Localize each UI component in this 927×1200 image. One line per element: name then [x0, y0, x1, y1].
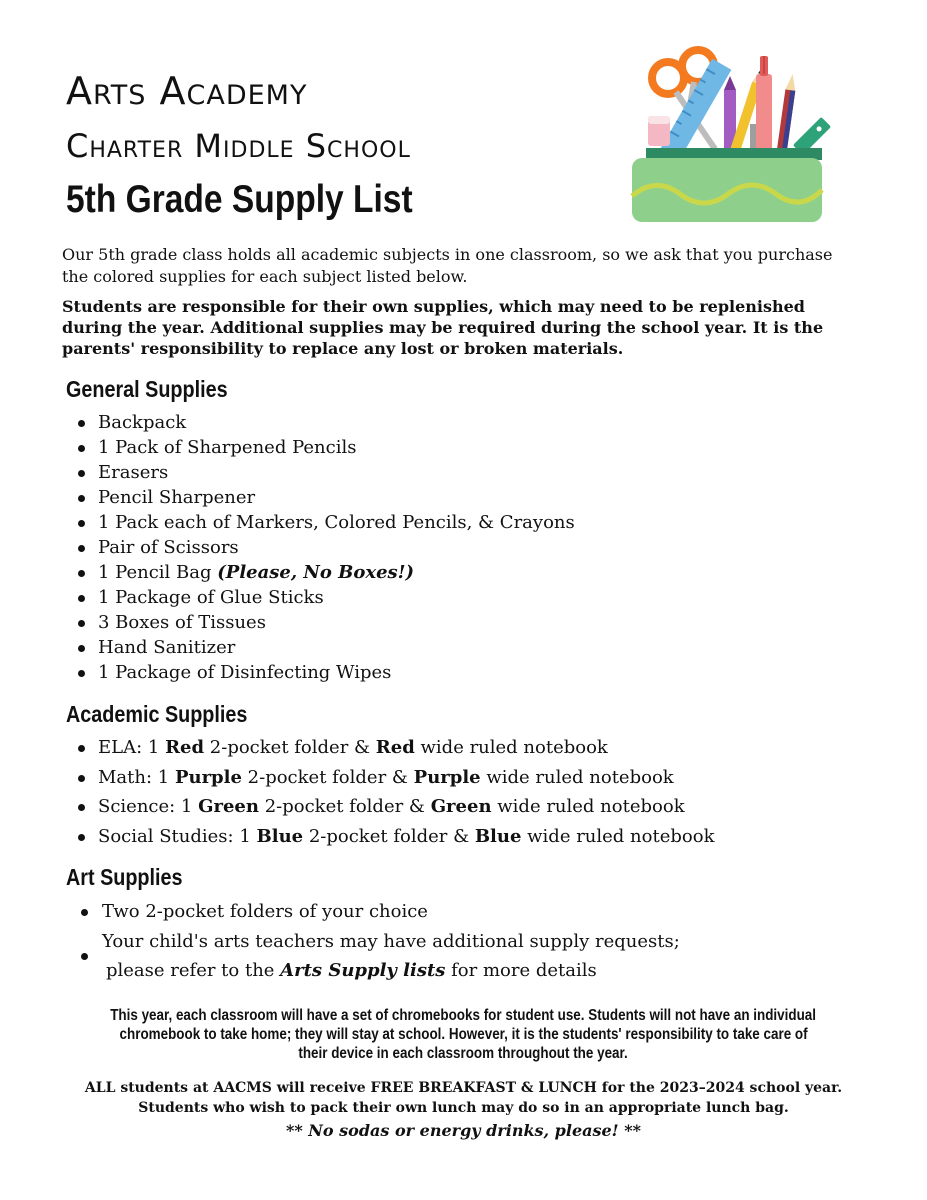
list-item: 1 Pack of Sharpened Pencils — [62, 435, 575, 460]
art-supplies-list — [62, 897, 680, 986]
list-item: Erasers — [62, 460, 575, 485]
drinks-note: ** No sodas or energy drinks, please! ** — [285, 1121, 642, 1140]
list-item: 3 Boxes of Tissues — [62, 610, 575, 635]
list-item: Two 2-pocket folders of your choice — [62, 897, 680, 927]
list-item: Math: 1 Purple 2-pocket folder & Purple wide ruled notebook — [62, 763, 714, 793]
art-supplies-heading: Art Supplies — [66, 864, 183, 890]
pink-marker-icon — [756, 56, 772, 152]
red-pencil-icon — [776, 74, 797, 155]
list-item: Your child's arts teachers may have additional supply requests; please refer to the Arts Supply lists for more details — [62, 927, 680, 986]
list-item: 1 Pencil Bag (Please, No Boxes!) — [62, 560, 575, 585]
arts-supply-lists-reference: Arts Supply lists — [280, 960, 446, 981]
list-item: Social Studies: 1 Blue 2-pocket folder & Blue wide ruled notebook — [62, 822, 714, 852]
ruler-icon — [660, 59, 732, 161]
page-title: 5th Grade Supply List — [66, 178, 413, 221]
pencil-case — [632, 148, 822, 222]
academic-supplies-list — [62, 733, 714, 852]
list-item: Pencil Sharpener — [62, 485, 575, 510]
list-item: 1 Package of Disinfecting Wipes — [62, 660, 575, 685]
list-item: ELA: 1 Red 2-pocket folder & Red wide ruled notebook — [62, 733, 714, 763]
list-item: 1 Package of Glue Sticks — [62, 585, 575, 610]
school-name: Arts Academy — [66, 69, 308, 113]
general-supplies-heading: General Supplies — [66, 376, 228, 402]
list-item: Pair of Scissors — [62, 535, 575, 560]
responsibility-paragraph: Students are responsible for their own supplies, which may need to be replenished during the year. Additional supplies may be required during the school year. It is the parents' responsibility to replace any lost or broken materials. — [62, 297, 824, 358]
list-item: Backpack — [62, 410, 575, 435]
pencil-bag-note: (Please, No Boxes!) — [217, 562, 415, 583]
chromebook-note: This year, each classroom will have a set of chromebooks for student use. Students will not have an individual chromebook to take home; they will stay at school. However, it is the students' responsibility to take care of their device in each classroom throughout the year. — [110, 1007, 817, 1062]
list-item: Science: 1 Green 2-pocket folder & Green wide ruled notebook — [62, 792, 714, 822]
general-supplies-list — [62, 410, 575, 685]
school-subtitle: Charter Middle School — [66, 127, 411, 165]
pencil-case-icon — [620, 44, 840, 229]
academic-supplies-heading: Academic Supplies — [66, 701, 248, 727]
lunch-note: ALL students at AACMS will receive FREE BREAKFAST & LUNCH for the 2023–2024 school year. Students who wish to pack their own lunch may do so in an appropriate lunch bag. — [84, 1080, 843, 1116]
intro-paragraph: Our 5th grade class holds all academic subjects in one classroom, so we ask that you purchase the colored supplies for each subject listed below. — [62, 245, 833, 286]
list-item: 1 Pack each of Markers, Colored Pencils, & Crayons — [62, 510, 575, 535]
list-item: Hand Sanitizer — [62, 635, 575, 660]
